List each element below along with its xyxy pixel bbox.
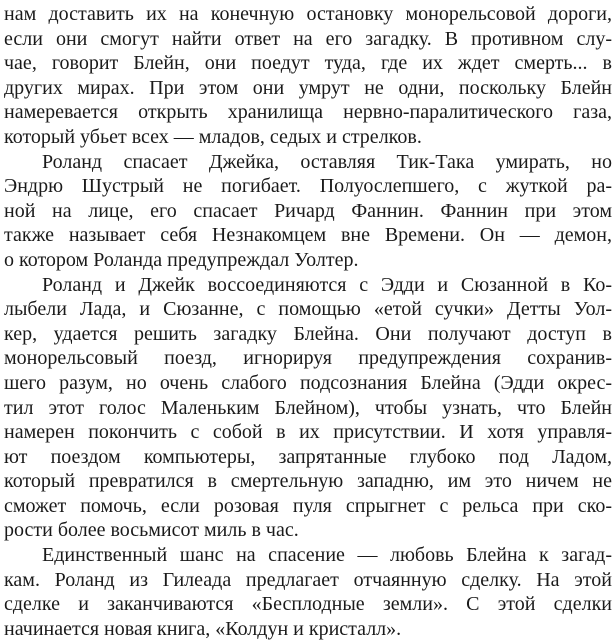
paragraph-4 <box>4 543 612 641</box>
text-line: чае, говорит Блейн, они поедут туда, где их ждет смерть... в <box>4 52 612 75</box>
paragraph-3 <box>4 273 612 544</box>
text-line: ной на лице, его спасает Ричард Фаннин. Фаннин при этом <box>4 199 612 222</box>
text-line: который превратился в смертельную западню, им это ничем не <box>4 470 612 493</box>
text-line: кер, удается решить загадку Блейна. Они получают доступ в <box>4 322 612 345</box>
text-line: других мирах. При этом они умрут не одни, поскольку Блейн <box>4 76 612 99</box>
text-line: монорельсовый поезд, игнорируя предупреждения сохранив- <box>4 347 612 370</box>
text-line: намерен покончить с собой в их присутствии. И хотя управля- <box>4 421 612 444</box>
text-line: намеревается открыть хранилища нервно-паралитического газа, <box>4 101 612 124</box>
text-line: также называет себя Незнакомцем вне Времени. Он — демон, <box>4 224 612 247</box>
paragraph-1 <box>4 2 612 150</box>
text-line: сделке и заканчиваются «Бесплодные земли». С этой сделки <box>4 593 612 616</box>
text-line: кам. Роланд из Гилеада предлагает отчаянную сделку. На этой <box>4 568 612 591</box>
text-line: который убьет всех — младов, седых и стрелков. <box>4 125 422 148</box>
text-line: рости более восьмисот миль в час. <box>4 519 299 542</box>
text-line: шего разум, но очень слабого подсознания Блейна (Эдди окрес- <box>4 371 612 394</box>
text-line: если они смогут найти ответ на его загадку. В противном слу- <box>4 27 612 50</box>
text-line: лыбели Лада, и Сюзанне, с помощью «етой сучки» Детты Уол- <box>4 298 612 321</box>
text-line: ют поездом компьютеры, запрятанные глубоко под Ладом, <box>4 445 612 468</box>
text-line: Роланд спасает Джейка, оставляя Тик-Така умирать, но <box>42 150 612 173</box>
text-line: Роланд и Джейк воссоединяются с Эдди и Сюзанной в Ко- <box>42 273 612 296</box>
text-line: сможет помочь, если розовая пуля спрыгнет с рельса при ско- <box>4 494 612 517</box>
text-line: начинается новая книга, «Колдун и кристалл». <box>4 617 402 640</box>
text-line: Эндрю Шустрый не погибает. Полуослепшего, с жуткой ра- <box>4 175 612 198</box>
text-line: нам доставить их на конечную остановку монорельсовой дороги, <box>4 3 612 25</box>
text-line: тил этот голос Маленьким Блейном), чтобы узнать, что Блейн <box>4 396 612 419</box>
text-line: о котором Роланда предупреждал Уолтер. <box>4 248 359 271</box>
paragraph-2 <box>4 150 612 273</box>
text-line: Единственный шанс на спасение — любовь Блейна к загад- <box>42 544 612 567</box>
